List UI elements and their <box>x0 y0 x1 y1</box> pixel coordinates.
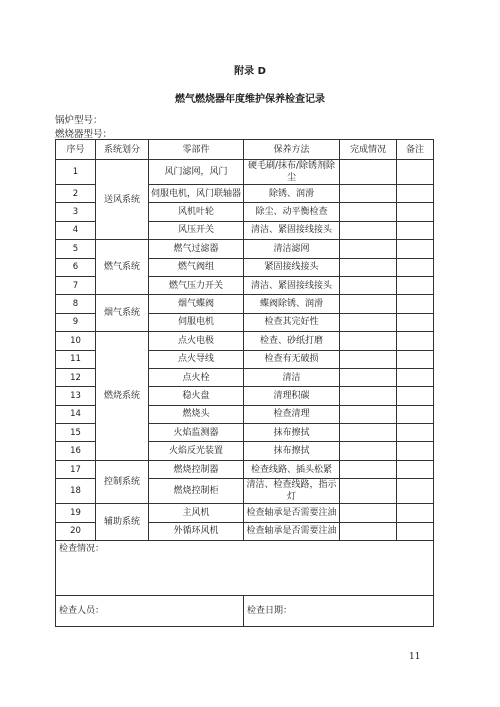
system-category: 辅助系统 <box>96 504 149 541</box>
maintenance-method: 蝶阀除锈、润滑 <box>244 295 340 313</box>
remarks-field[interactable] <box>397 424 434 442</box>
maintenance-method: 硬毛刷/抹布/除锈剂除尘 <box>244 160 340 185</box>
inspector-label: 检查人员： <box>59 606 105 617</box>
remarks-field[interactable] <box>397 442 434 460</box>
maintenance-method: 检查、砂纸打磨 <box>244 332 340 350</box>
row-serial-number: 20 <box>56 522 96 540</box>
completion-status-field[interactable] <box>340 203 397 221</box>
row-serial-number: 9 <box>56 313 96 331</box>
row-serial-number: 11 <box>56 350 96 368</box>
maintenance-record-table <box>55 139 434 627</box>
remarks-field[interactable] <box>397 221 434 239</box>
table-row <box>56 160 434 185</box>
row-serial-number: 4 <box>56 221 96 239</box>
header-serial: 序号 <box>56 140 96 160</box>
remarks-field[interactable] <box>397 479 434 504</box>
maintenance-method: 除尘、动平衡检查 <box>244 203 340 221</box>
maintenance-method: 清洁滤网 <box>244 240 340 258</box>
completion-status-field[interactable] <box>340 387 397 405</box>
row-serial-number: 3 <box>56 203 96 221</box>
maintenance-method: 检查其完好性 <box>244 313 340 331</box>
component-name: 主风机 <box>149 504 244 522</box>
remarks-field[interactable] <box>397 295 434 313</box>
inspector-field[interactable] <box>56 596 244 627</box>
row-serial-number: 12 <box>56 368 96 386</box>
maintenance-method: 紧固接线接头 <box>244 258 340 276</box>
row-serial-number: 14 <box>56 405 96 423</box>
component-name: 伺服电机 <box>149 313 244 331</box>
system-category: 控制系统 <box>96 460 149 503</box>
remarks-field[interactable] <box>397 405 434 423</box>
system-category: 燃气系统 <box>96 240 149 295</box>
header-remarks: 备注 <box>397 140 434 160</box>
completion-status-field[interactable] <box>340 368 397 386</box>
maintenance-method: 抹布擦拭 <box>244 424 340 442</box>
completion-status-field[interactable] <box>340 276 397 294</box>
row-serial-number: 13 <box>56 387 96 405</box>
component-name: 外循环风机 <box>149 522 244 540</box>
completion-status-field[interactable] <box>340 160 397 185</box>
remarks-field[interactable] <box>397 387 434 405</box>
remarks-field[interactable] <box>397 240 434 258</box>
inspection-status-label: 检查情况： <box>59 544 105 555</box>
component-name: 燃烧控制柜 <box>149 479 244 504</box>
remarks-field[interactable] <box>397 460 434 478</box>
maintenance-method: 除锈、润滑 <box>244 185 340 203</box>
page-title: 燃气燃烧器年度维护保养检查记录 <box>175 94 325 105</box>
completion-status-field[interactable] <box>340 295 397 313</box>
row-serial-number: 1 <box>56 160 96 185</box>
component-name: 点火栓 <box>149 368 244 386</box>
remarks-field[interactable] <box>397 368 434 386</box>
row-serial-number: 8 <box>56 295 96 313</box>
table-row <box>56 295 434 313</box>
completion-status-field[interactable] <box>340 442 397 460</box>
inspection-status-row <box>56 541 434 596</box>
component-name: 火焰反光装置 <box>149 442 244 460</box>
remarks-field[interactable] <box>397 203 434 221</box>
component-name: 燃气压力开关 <box>149 276 244 294</box>
table-header-row <box>56 140 434 160</box>
maintenance-method: 清洁、紧固接线接头 <box>244 276 340 294</box>
completion-status-field[interactable] <box>340 522 397 540</box>
row-serial-number: 2 <box>56 185 96 203</box>
component-name: 点火导线 <box>149 350 244 368</box>
inspection-status-field[interactable] <box>56 541 434 596</box>
row-serial-number: 18 <box>56 479 96 504</box>
header-method: 保养方法 <box>244 140 340 160</box>
maintenance-method: 抹布擦拭 <box>244 442 340 460</box>
completion-status-field[interactable] <box>340 460 397 478</box>
component-name: 风门滤网，风门 <box>149 160 244 185</box>
component-name: 火焰监测器 <box>149 424 244 442</box>
remarks-field[interactable] <box>397 332 434 350</box>
completion-status-field[interactable] <box>340 479 397 504</box>
maintenance-method: 检查清理 <box>244 405 340 423</box>
page-number: 11 <box>409 652 421 662</box>
component-name: 稳火盘 <box>149 387 244 405</box>
maintenance-method: 检查线路、插头松紧 <box>244 460 340 478</box>
completion-status-field[interactable] <box>340 240 397 258</box>
component-name: 风压开关 <box>149 221 244 239</box>
header-completion: 完成情况 <box>340 140 397 160</box>
row-serial-number: 15 <box>56 424 96 442</box>
completion-status-field[interactable] <box>340 350 397 368</box>
component-name: 风机叶轮 <box>149 203 244 221</box>
table-row <box>56 504 434 522</box>
row-serial-number: 5 <box>56 240 96 258</box>
remarks-field[interactable] <box>397 313 434 331</box>
remarks-field[interactable] <box>397 258 434 276</box>
component-name: 燃气过滤器 <box>149 240 244 258</box>
table-row <box>56 460 434 478</box>
row-serial-number: 16 <box>56 442 96 460</box>
table-row <box>56 332 434 350</box>
signature-row <box>56 596 434 627</box>
row-serial-number: 10 <box>56 332 96 350</box>
component-name: 燃烧头 <box>149 405 244 423</box>
completion-status-field[interactable] <box>340 332 397 350</box>
maintenance-method: 检查轴承是否需要注油 <box>244 504 340 522</box>
row-serial-number: 6 <box>56 258 96 276</box>
row-serial-number: 17 <box>56 460 96 478</box>
header-system: 系统划分 <box>96 140 149 160</box>
row-serial-number: 19 <box>56 504 96 522</box>
system-category: 燃烧系统 <box>96 332 149 461</box>
completion-status-field[interactable] <box>340 185 397 203</box>
header-part: 零部件 <box>149 140 244 160</box>
completion-status-field[interactable] <box>340 221 397 239</box>
remarks-field[interactable] <box>397 160 434 185</box>
system-category: 送风系统 <box>96 160 149 240</box>
appendix-label: 附录 D <box>234 66 266 77</box>
maintenance-method: 清洁、紧固接线接头 <box>244 221 340 239</box>
remarks-field[interactable] <box>397 522 434 540</box>
table-row <box>56 240 434 258</box>
component-name: 烟气蝶阀 <box>149 295 244 313</box>
maintenance-method: 检查有无破损 <box>244 350 340 368</box>
maintenance-method: 清洁 <box>244 368 340 386</box>
maintenance-method: 清洁、检查线路，指示灯 <box>244 479 340 504</box>
date-label: 检查日期： <box>247 606 293 617</box>
remarks-field[interactable] <box>397 350 434 368</box>
completion-status-field[interactable] <box>340 504 397 522</box>
date-field[interactable] <box>244 596 434 627</box>
component-name: 伺服电机，风门联轴器 <box>149 185 244 203</box>
maintenance-method: 检查轴承是否需要注油 <box>244 522 340 540</box>
remarks-field[interactable] <box>397 504 434 522</box>
component-name: 燃气阀组 <box>149 258 244 276</box>
component-name: 燃烧控制器 <box>149 460 244 478</box>
row-serial-number: 7 <box>56 276 96 294</box>
boiler-model-label: 锅炉型号： <box>55 115 103 126</box>
completion-status-field[interactable] <box>340 405 397 423</box>
burner-model-label: 燃烧器型号： <box>55 129 113 140</box>
remarks-field[interactable] <box>397 185 434 203</box>
completion-status-field[interactable] <box>340 258 397 276</box>
component-name: 点火电极 <box>149 332 244 350</box>
system-category: 烟气系统 <box>96 295 149 332</box>
remarks-field[interactable] <box>397 276 434 294</box>
maintenance-method: 清理积碳 <box>244 387 340 405</box>
completion-status-field[interactable] <box>340 424 397 442</box>
completion-status-field[interactable] <box>340 313 397 331</box>
